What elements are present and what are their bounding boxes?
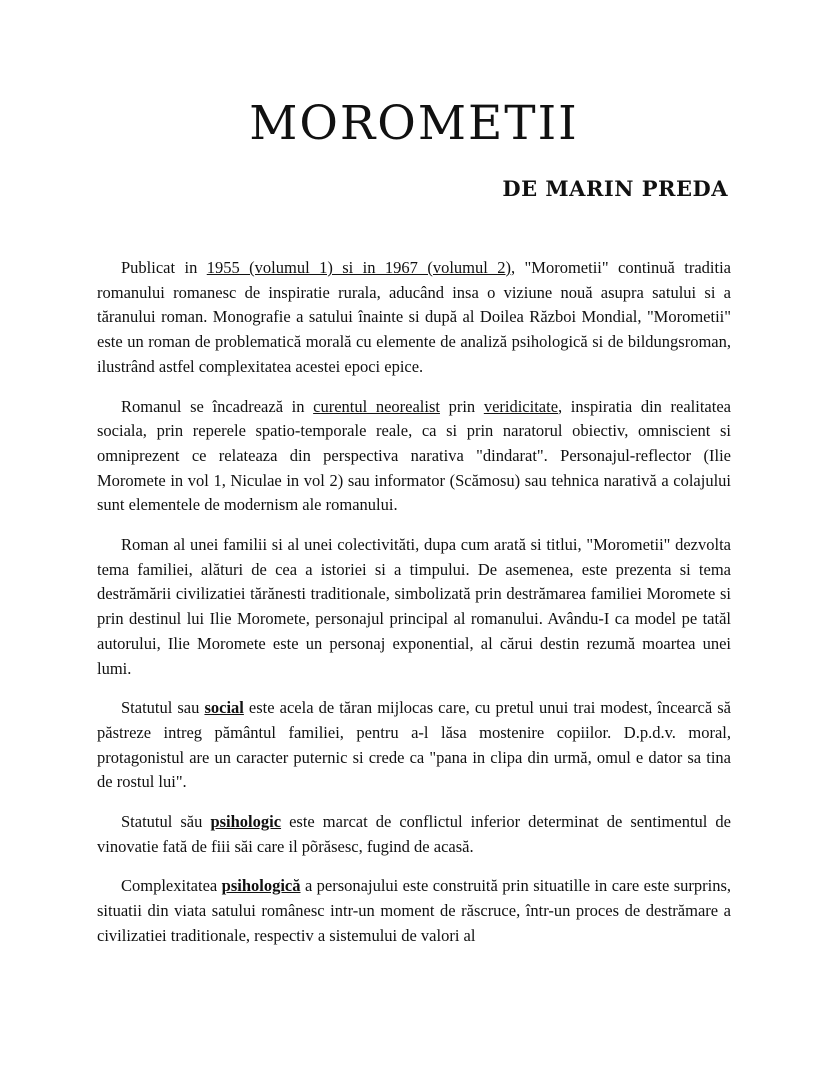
document-subtitle: DE MARIN PREDA: [502, 176, 728, 201]
paragraph-2-text-b: prin: [439, 396, 484, 416]
social-term: social: [204, 698, 244, 718]
paragraph-2-text-c: , inspiratia din realitatea sociala, prin reperele spatio-temporale reale, ca si prin naratorul obiectiv, omniscient si omniprezent ce relateaza din perspectiva narativa "dindarat". Personajul-reflector (Ilie Moromete in vol 1, Niculae in vol 2) sau informator (Scămosu) sau tehnica narativă a colajului sunt elementele de modernism ale romanului.: [97, 396, 731, 515]
paragraph-6: [97, 874, 731, 948]
paragraph-4: [97, 696, 731, 795]
document-title: MOROMETII: [249, 96, 579, 151]
paragraph-6-text-b: a personajului este construită prin situatille in care este surprins, situatii din viata satului românesc intr-un moment de răscruce, într-un proces de destrămare a civilizatiei traditionale, respectiv a sistemului de valori al: [97, 876, 731, 945]
paragraph-1-text-a: Publicat in: [121, 258, 207, 277]
paragraph-4-text-b: este acela de tăran mijlocas care, cu pretul unui trai modest, încearcă să păstreze intreg pământul familiei, pentru a-l lăsa mostenire copiilor. D.p.d.v. moral, protagonistul are un caracter puternic si crede ca "pana in clipa din urmă, omul e dator sa tina de rostul lui".: [97, 698, 732, 792]
paragraph-1: [97, 256, 731, 380]
veridicitate-term: veridicitate: [483, 396, 559, 416]
paragraph-2-text-a: Romanul se încadrează in: [121, 396, 314, 416]
paragraph-2: [97, 395, 731, 519]
document-body: [97, 256, 731, 964]
paragraph-5-text-a: Statutul său: [121, 812, 211, 832]
paragraph-6-text-a: Complexitatea: [121, 876, 222, 896]
psihologic-term: psihologic: [210, 812, 282, 832]
paragraph-5: [97, 810, 731, 859]
neorealist-term: curentul neorealist: [313, 396, 440, 416]
paragraph-5-text-b: este marcat de conflictul inferior determinat de sentimentul de vinovatie fată de fiii săi care il põrăsesc, fugind de acasă.: [97, 812, 731, 856]
paragraph-4-text-a: Statutul sau: [121, 698, 205, 718]
paragraph-1-text-b: , "Morometii" continuă traditia romanului romanesc de inspiratie rurala, aducând insa o viziune nouă asupra satului si a tăranului roman. Monografie a satului înainte si după al Doilea Război Mondial, "Morometii" este un roman de problematică morală cu elemente de analiză psihologică si de bildungsroman, ilustrând astfel complexitatea acestei epoci epice.: [97, 258, 731, 376]
publication-years: 1955 (volumul 1) si in 1967 (volumul 2): [206, 258, 512, 277]
psihologica-term: psihologică: [221, 876, 301, 896]
paragraph-3: Roman al unei familii si al unei colectivităti, dupa cum arată si titlui, "Morometii" dezvolta tema familiei, alături de cea a istoriei si a timpului. De asemenea, este prezenta si tema destrămării civilizatiei tărănesti traditionale, simbolizată prin destrămarea familiei Moromete si prin destinul lui Ilie Moromete, personajul principal al romanului. Avându-I ca model pe tatăl autorului, Ilie Moromete este un personaj exponential, al cărui destin rezumă moartea unei lumi.: [97, 535, 731, 678]
